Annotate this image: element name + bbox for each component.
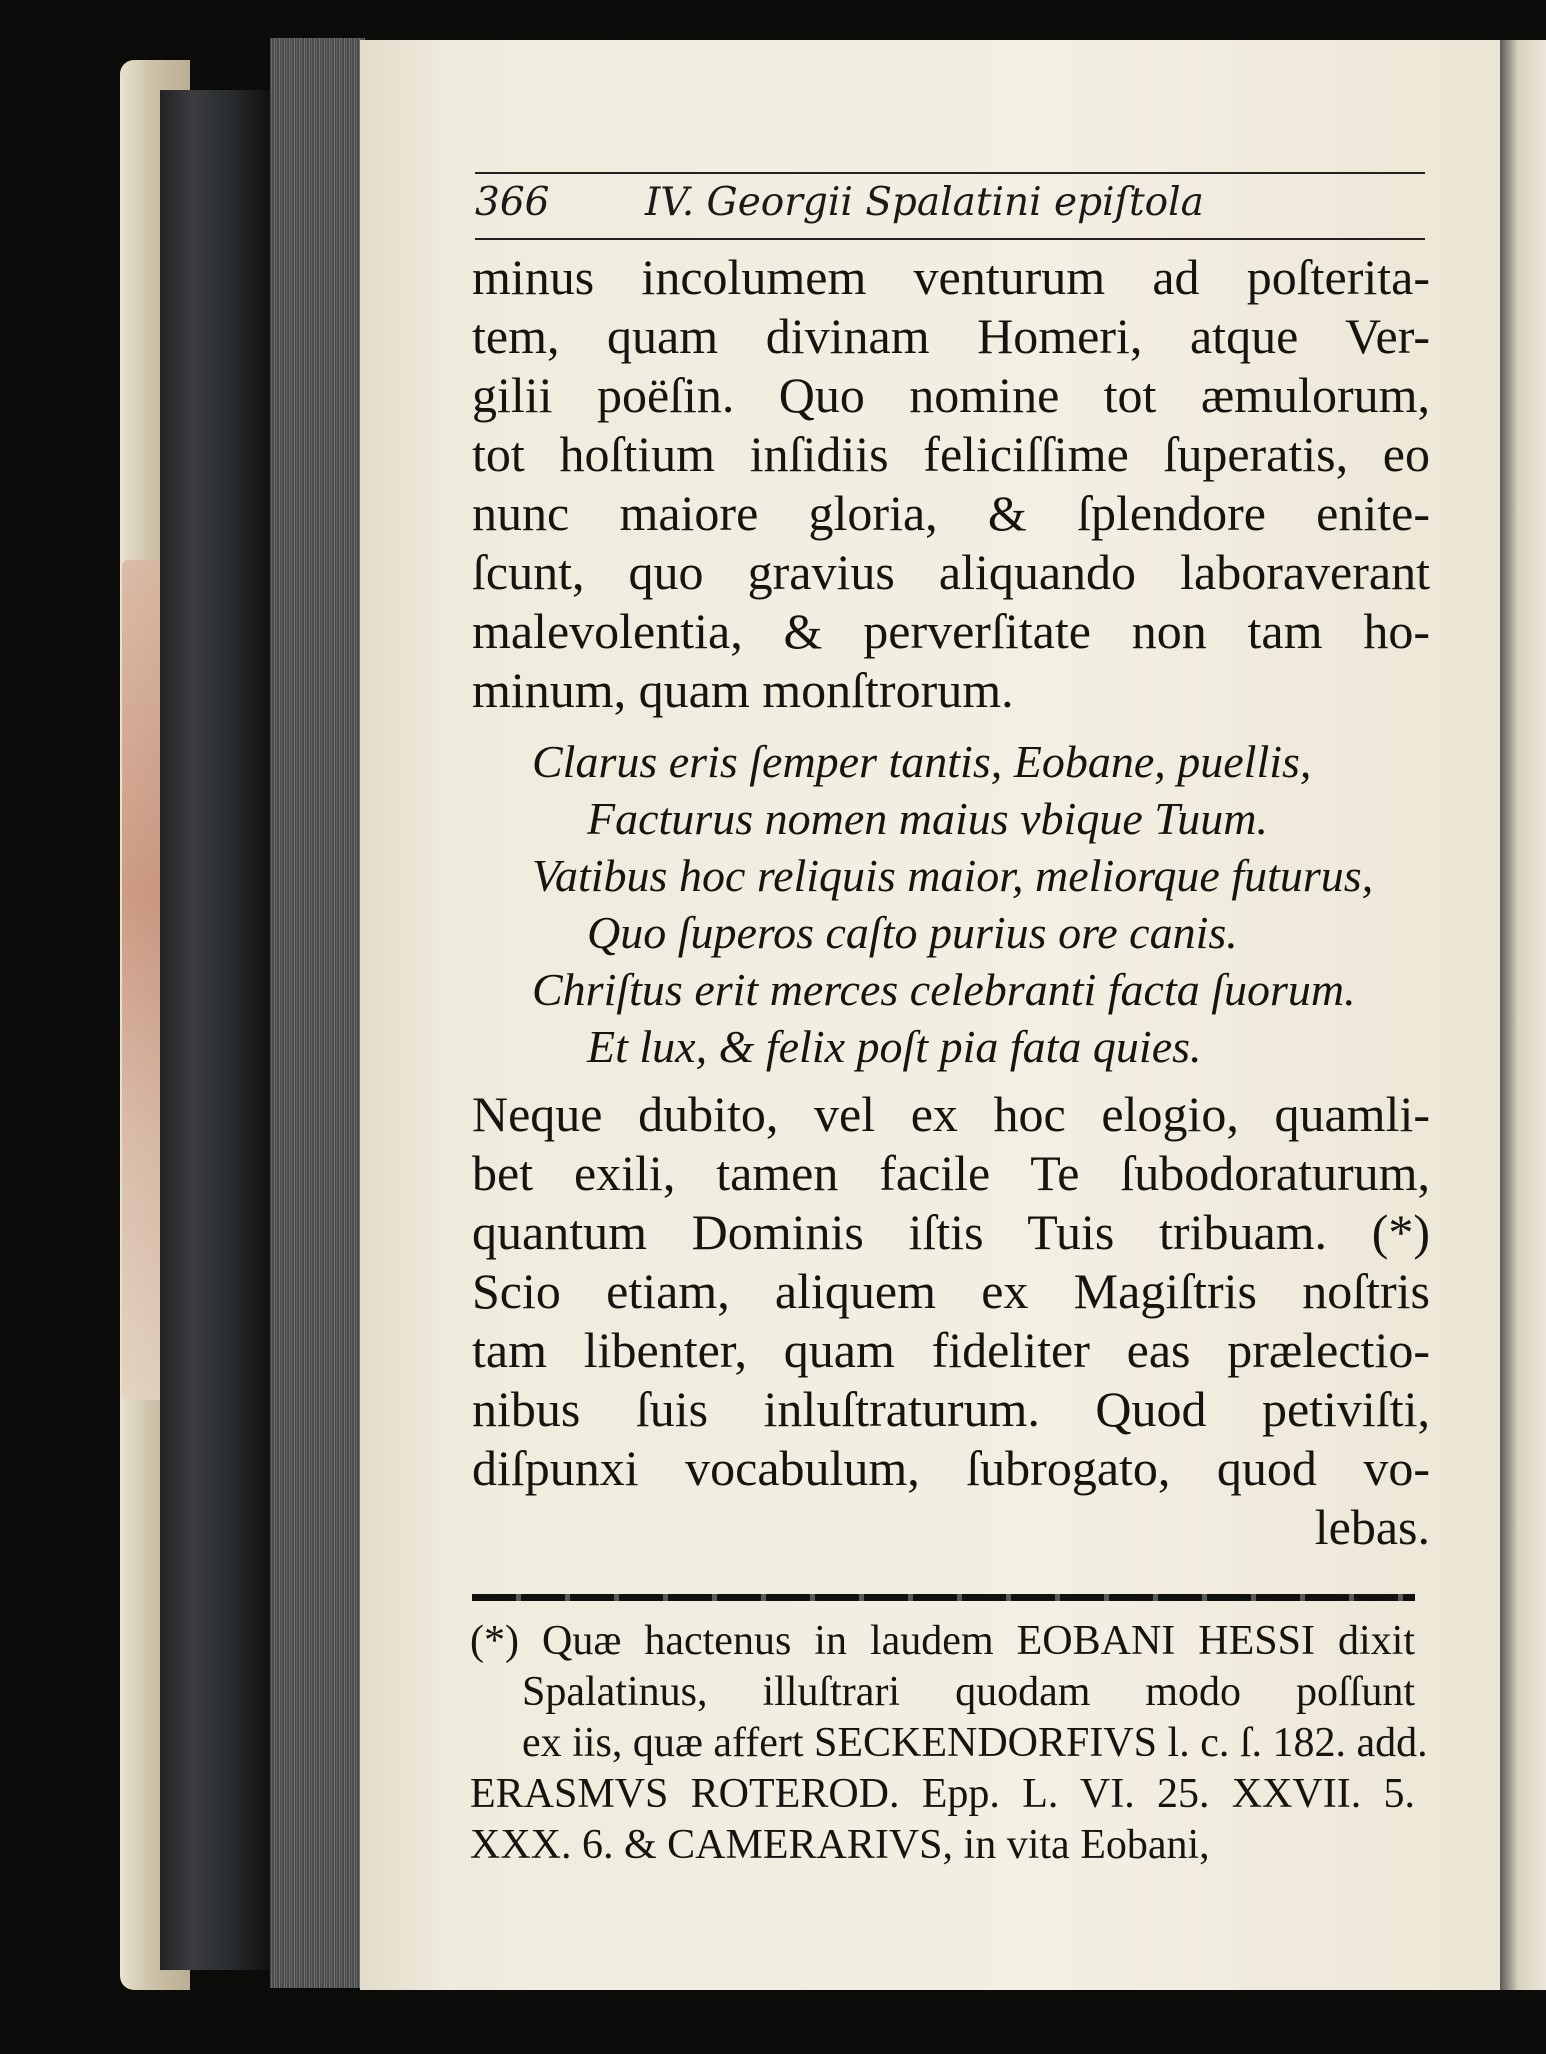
text-line: nibus ſuis inluſtraturum. Quod petiviſti, <box>472 1381 1430 1437</box>
text-line: bet exili, tamen facile Te ſubodoraturum, <box>472 1145 1430 1201</box>
footnote-line: ex iis, quæ affert SECKENDORFIVS l. c. ſ. 182. add. <box>522 1720 1428 1766</box>
text-line: lebas. <box>1314 1499 1430 1555</box>
main-paragraph <box>472 248 1430 720</box>
text-line: minus incolumem venturum ad poſterita- <box>472 249 1430 305</box>
book-spine <box>160 90 270 1970</box>
text-line: gilii poëſin. Quo nomine tot æmulorum, <box>472 367 1430 423</box>
footnote-line: (*) Quæ hactenus in laudem EOBANI HESSI dixit <box>470 1618 1415 1664</box>
text-line: quantum Dominis iſtis Tuis tribuam. (*) <box>472 1204 1430 1260</box>
page-number: 366 <box>475 180 550 225</box>
verse-line: Vatibus hoc reliquis maior, meliorque futurus, <box>532 850 1374 901</box>
verse-line: Clarus eris ſemper tantis, Eobane, puellis, <box>532 736 1312 787</box>
header-top-rule <box>475 172 1425 174</box>
verse-line: Facturus nomen maius vbique Tuum. <box>587 793 1269 844</box>
text-line: diſpunxi vocabulum, ſubrogato, quod vo- <box>472 1440 1430 1496</box>
verse-block <box>472 733 1430 1075</box>
header-bottom-rule <box>475 238 1425 240</box>
footnote-line: ERASMVS ROTEROD. Epp. L. VI. 25. XXVII. 5. <box>470 1771 1415 1817</box>
text-line: tem, quam divinam Homeri, atque Ver- <box>472 308 1430 364</box>
text-line: malevolentia, & perverſitate non tam ho- <box>472 603 1430 659</box>
verse-line: Quo ſuperos caſto purius ore canis. <box>587 907 1238 958</box>
second-paragraph <box>472 1085 1430 1557</box>
text-line: tot hoſtium inſidiis feliciſſime ſuperatis, eo <box>472 426 1430 482</box>
footnote <box>470 1616 1428 1871</box>
running-header <box>475 180 1425 230</box>
text-line: minum, quam monſtrorum. <box>472 662 1014 718</box>
text-line: ſcunt, quo gravius aliquando laboraverant <box>472 544 1430 600</box>
page-gutter <box>1500 40 1546 1990</box>
text-line: Scio etiam, aliquem ex Magiſtris noſtris <box>472 1263 1430 1319</box>
verse-line: Et lux, & felix poſt pia fata quies. <box>587 1021 1202 1072</box>
footnote-line: XXX. 6. & CAMERARIVS, in vita Eobani, <box>470 1822 1210 1868</box>
text-line: Neque dubito, vel ex hoc elogio, quamli- <box>472 1086 1430 1142</box>
running-title: IV. Georgii Spalatini epiſtola <box>645 180 1204 225</box>
verse-line: Chriſtus erit merces celebranti facta ſuorum. <box>532 964 1356 1015</box>
footnote-rule <box>472 1594 1415 1601</box>
page-edges <box>270 38 365 1988</box>
footnote-line: Spalatinus, illuſtrari quodam modo poſſunt <box>522 1669 1415 1715</box>
text-line: nunc maiore gloria, & ſplendore enite- <box>472 485 1430 541</box>
text-line: tam libenter, quam fideliter eas prælectio- <box>472 1322 1430 1378</box>
